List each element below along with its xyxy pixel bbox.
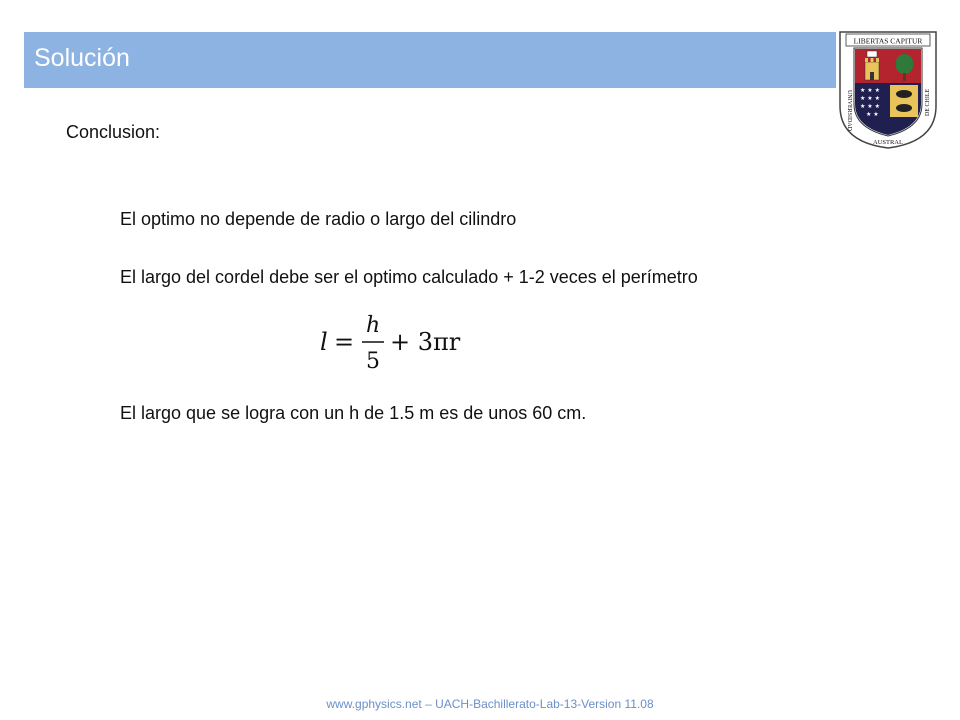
logo-motto: LIBERTAS CAPITUR [853, 36, 923, 46]
university-crest-logo [836, 28, 940, 152]
title-bar [24, 32, 836, 88]
conclusion-line-1: El optimo no depende de radio o largo del cilindro [120, 209, 517, 229]
logo-right-text: DE CHILE [925, 88, 931, 116]
formula-equals: = [334, 328, 355, 356]
logo-left-text: UNIVERSIDAD [846, 90, 852, 131]
formula-rhs: + 3πr [390, 328, 461, 356]
formula-lhs: l [320, 328, 328, 356]
svg-text:★ ★ ★: ★ ★ ★ [860, 87, 880, 94]
conclusion-line-2: El largo del cordel debe ser el optimo calculado + 1-2 veces el perímetro [120, 267, 698, 287]
length-formula [318, 310, 468, 374]
svg-text:★ ★: ★ ★ [866, 111, 879, 118]
formula-numerator: h [366, 313, 381, 338]
formula-denominator: 5 [366, 349, 380, 374]
conclusion-heading: Conclusion: [66, 122, 161, 142]
logo-bottom-text: AUSTRAL [873, 139, 903, 146]
conclusion-line-3: El largo que se logra con un h de 1.5 m es de unos 60 cm. [120, 403, 587, 423]
svg-text:★ ★ ★: ★ ★ ★ [860, 103, 880, 110]
footer-credit[interactable]: www.gphysics.net – UACH-Bachillerato-Lab-13-Version 11.08 [326, 697, 654, 711]
slide-title: Solución [34, 44, 130, 72]
svg-text:★ ★ ★: ★ ★ ★ [860, 95, 880, 102]
